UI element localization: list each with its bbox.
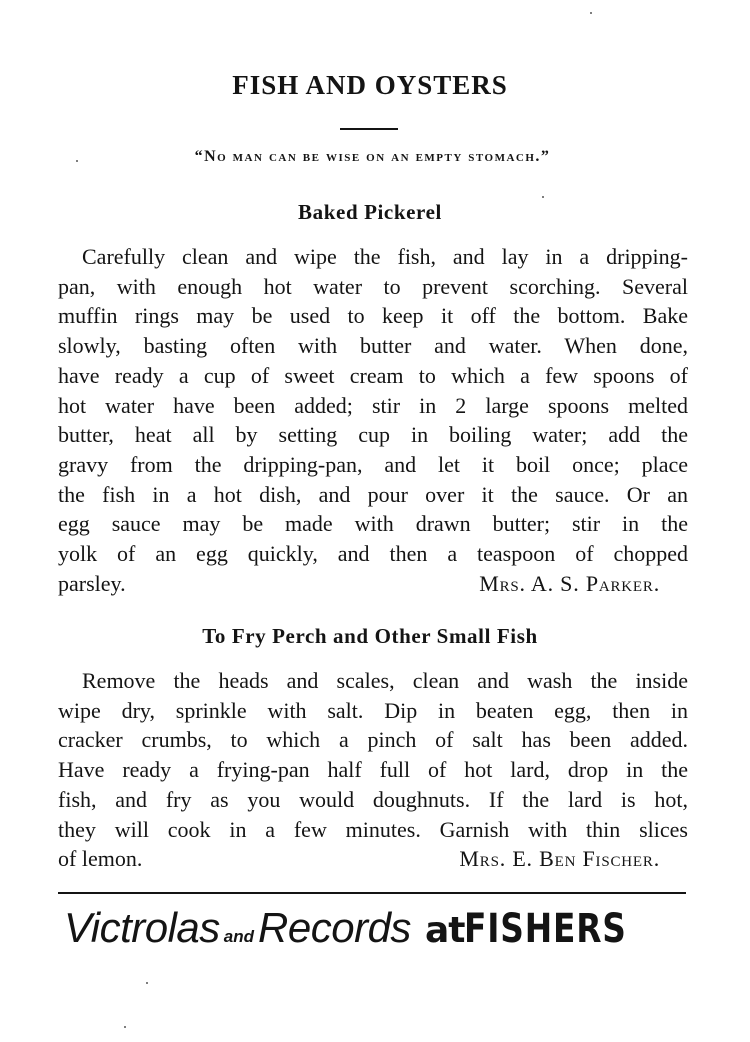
recipe-line: pan, with enough hot water to prevent scorching. Several — [58, 273, 688, 299]
recipe-line: wipe dry, sprinkle with salt. Dip in beaten egg, then in — [58, 697, 688, 723]
print-speck — [146, 982, 148, 984]
recipe-line: Remove the heads and scales, clean and wash the inside — [82, 668, 688, 693]
ad-word-at: at — [424, 910, 465, 951]
recipe-last-line — [58, 844, 688, 874]
print-speck — [124, 1026, 126, 1028]
recipe-body-baked-pickerel — [58, 242, 688, 598]
ad-word-victrolas: Victrolas — [64, 904, 220, 951]
recipe-author: Mrs. E. Ben Fischer. — [459, 846, 660, 872]
recipe-line: gravy from the dripping-pan, and let it boil once; place — [58, 451, 688, 477]
recipe-line: butter, heat all by setting cup in boiling water; add the — [58, 422, 688, 448]
advertisement-divider — [58, 892, 686, 894]
recipe-line: of lemon. — [58, 846, 143, 872]
recipe-line: yolk of an egg quickly, and then a teaspoon of chopped — [58, 541, 688, 567]
title-divider — [340, 128, 398, 130]
recipe-line: egg sauce may be made with drawn butter; stir in the — [58, 511, 688, 537]
recipe-line: the fish in a hot dish, and pour over it the sauce. Or an — [58, 481, 688, 507]
section-title: FISH AND OYSTERS — [232, 70, 508, 100]
recipe-last-line — [58, 569, 688, 599]
recipe-line: Carefully clean and wipe the fish, and lay in a dripping- — [82, 244, 688, 269]
print-speck — [542, 196, 544, 198]
recipe-line: slowly, basting often with butter and water. When done, — [58, 333, 688, 359]
recipe-line: cracker crumbs, to which a pinch of salt has been added. — [58, 727, 688, 753]
advertisement-banner — [64, 904, 694, 952]
recipe-line: hot water have been added; stir in 2 large spoons melted — [58, 392, 688, 418]
recipe-line: they will cook in a few minutes. Garnish with thin slices — [58, 816, 688, 842]
motto-quote: “No man can be wise on an empty stomach.” — [194, 148, 551, 165]
recipe-body-fry-perch — [58, 666, 688, 874]
recipe-line: parsley. — [58, 570, 126, 596]
recipe-line: muffin rings may be used to keep it off the bottom. Bake — [58, 303, 688, 329]
recipe-title-baked-pickerel: Baked Pickerel — [298, 200, 442, 224]
print-speck — [76, 160, 78, 162]
recipe-line: fish, and fry as you would doughnuts. If the lard is hot, — [58, 786, 688, 812]
ad-brand-fishers: FISHERS — [464, 906, 628, 952]
print-speck — [590, 12, 592, 14]
ad-word-and: and — [223, 927, 255, 946]
recipe-author: Mrs. A. S. Parker. — [479, 570, 660, 596]
ad-word-records: Records — [258, 904, 411, 951]
recipe-line: have ready a cup of sweet cream to which a few spoons of — [58, 362, 688, 388]
recipe-line: Have ready a frying-pan half full of hot lard, drop in the — [58, 757, 688, 783]
recipe-title-fry-perch: To Fry Perch and Other Small Fish — [202, 624, 538, 648]
